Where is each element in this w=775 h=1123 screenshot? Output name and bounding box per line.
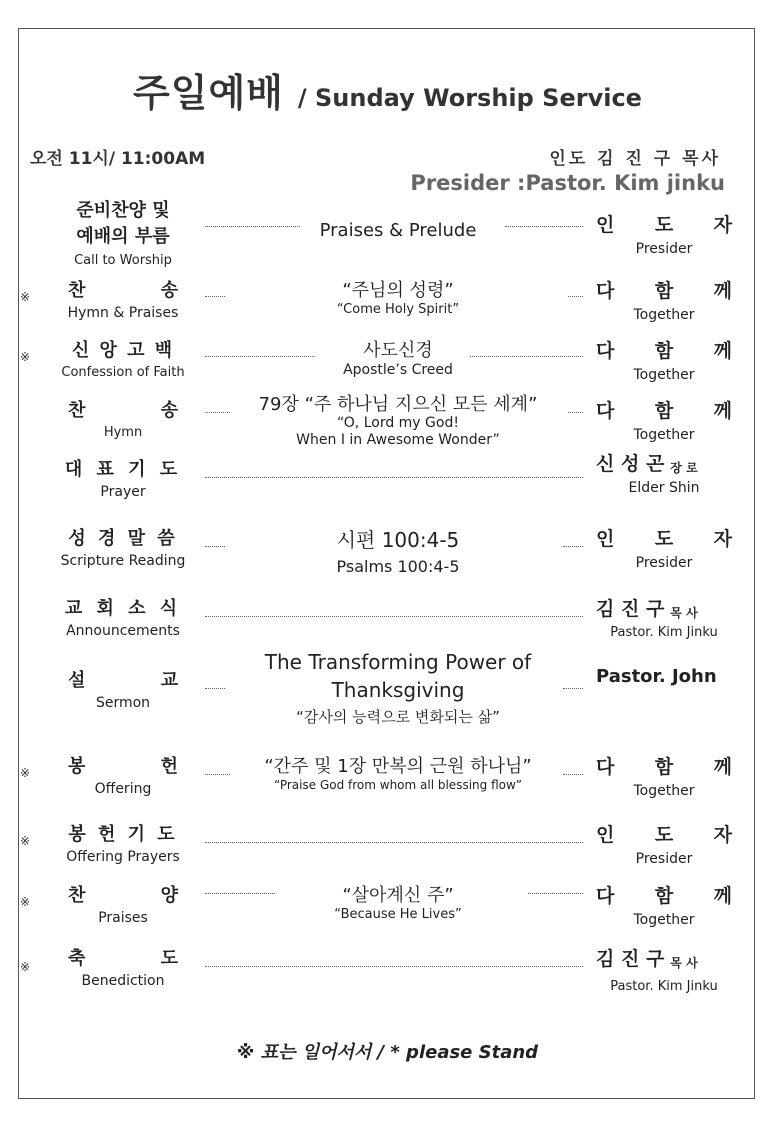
item-content xyxy=(208,524,588,576)
leader-title: 목 사 xyxy=(670,606,698,620)
content-line-2: Thanksgiving xyxy=(331,678,465,702)
content-line-1: 사도신경 xyxy=(363,340,433,361)
item-name xyxy=(48,820,198,865)
leader-english: Together xyxy=(633,912,695,928)
leader-syllable: 함 xyxy=(654,400,674,422)
dotted-leader xyxy=(205,966,583,967)
leader-english: Pastor. Kim Jinku xyxy=(610,625,718,640)
item-name-korean: 준비찬양 및 예배의 부름 xyxy=(76,200,170,247)
item-name-english: Hymn xyxy=(103,425,143,440)
stand-note: ※ 표는 일어서서 / * please Stand xyxy=(236,1042,539,1063)
item-name-syllable: 교 xyxy=(160,670,178,691)
item-name xyxy=(48,276,198,321)
dotted-leader xyxy=(563,546,583,547)
content-line-1: Praises & Prelude xyxy=(319,220,477,241)
leader-korean: Pastor. John xyxy=(596,666,717,687)
leader-korean xyxy=(592,449,736,476)
item-leader xyxy=(592,524,736,571)
item-name-english: Prayer xyxy=(100,484,146,500)
leader-korean xyxy=(592,524,736,551)
item-name-english: Scripture Reading xyxy=(60,553,186,569)
item-content xyxy=(208,276,588,317)
leader-korean xyxy=(592,752,736,779)
item-leader xyxy=(592,276,736,323)
leader-korean xyxy=(592,881,736,908)
item-name-korean xyxy=(48,276,198,302)
item-name xyxy=(48,666,198,711)
leader-english: Presider xyxy=(635,851,693,867)
item-name xyxy=(48,752,198,797)
item-name-english: Offering xyxy=(94,781,152,797)
stand-mark: ※ xyxy=(20,895,31,909)
content-line-2: Psalms 100:4-5 xyxy=(336,557,460,576)
content-line-2: “O, Lord my God! xyxy=(337,415,459,431)
service-time: 오전 11시/ 11:00AM xyxy=(30,149,206,169)
item-name-korean xyxy=(48,666,198,692)
presider-english: Presider :Pastor. Kim jinku xyxy=(410,171,725,195)
dotted-leader xyxy=(568,412,583,413)
leader-syllable: 함 xyxy=(654,280,674,302)
item-name-syllable: 축 xyxy=(68,948,86,969)
leader-syllable: 께 xyxy=(713,340,732,362)
leader-syllable: 께 xyxy=(713,756,732,778)
content-line-3: When I in Awesome Wonder” xyxy=(296,432,500,448)
item-name xyxy=(48,198,198,268)
item-name-korean: 성 경 말 씀 xyxy=(68,528,178,549)
item-leader xyxy=(592,210,736,257)
leader-title: 목 사 xyxy=(670,956,698,970)
item-leader xyxy=(592,881,736,928)
stand-mark: ※ xyxy=(20,766,31,780)
leader-syllable: 인 xyxy=(596,214,615,236)
leader-korean xyxy=(592,594,736,621)
leader-syllable: 다 xyxy=(596,340,615,362)
item-name xyxy=(48,594,198,639)
stand-mark: ※ xyxy=(20,350,31,364)
item-content xyxy=(208,336,588,378)
leader-syllable: 자 xyxy=(713,824,732,846)
stand-mark: ※ xyxy=(20,834,31,848)
dotted-leader xyxy=(563,688,583,689)
item-name xyxy=(48,396,198,440)
dotted-leader xyxy=(205,842,583,843)
leader-syllable: 께 xyxy=(713,280,732,302)
content-line-2: Apostle’s Creed xyxy=(343,362,453,378)
dotted-leader xyxy=(528,893,583,894)
item-name-syllable: 설 xyxy=(68,670,86,691)
leader-syllable: 다 xyxy=(596,885,615,907)
leader-korean xyxy=(592,210,736,237)
item-name xyxy=(48,944,198,989)
item-name-english: Hymn & Praises xyxy=(67,305,179,321)
leader-english: Together xyxy=(633,783,695,799)
item-name-syllable: 도 xyxy=(160,948,178,969)
content-line-1: 79장 “주 하나님 지으신 모든 세계” xyxy=(258,394,538,415)
title-korean: 주일예배 xyxy=(133,71,284,115)
leader-syllable: 다 xyxy=(596,400,615,422)
leader-title: 장 로 xyxy=(670,461,698,475)
item-name-korean: 신 앙 고 백 xyxy=(71,340,175,361)
item-name xyxy=(48,455,198,500)
leader-syllable: 인 xyxy=(596,824,615,846)
leader-syllable: 함 xyxy=(654,756,674,778)
item-leader xyxy=(592,396,736,443)
item-content xyxy=(208,220,588,241)
content-line-2: “Come Holy Spirit” xyxy=(336,302,460,317)
item-content xyxy=(208,648,588,727)
item-leader xyxy=(592,752,736,799)
leader-syllable: 도 xyxy=(654,528,674,550)
leader-name: 김 진 구 xyxy=(596,598,665,620)
content-line-2: “Because He Lives” xyxy=(334,907,462,922)
leader-syllable: 함 xyxy=(654,340,674,362)
item-name-syllable: 송 xyxy=(160,280,178,301)
item-name xyxy=(48,524,198,569)
item-name-korean: 대 표 기 도 xyxy=(64,459,182,480)
item-leader xyxy=(592,820,736,867)
content-line-1: “살아계신 주” xyxy=(342,885,454,906)
item-name-syllable: 헌 xyxy=(160,756,178,777)
title-english: / Sunday Worship Service xyxy=(297,84,642,112)
presider-korean: 인도 김 진 구 목사 xyxy=(549,149,721,169)
content-line-2: “Praise God from whom all blessing flow” xyxy=(274,778,522,792)
leader-name: 김 진 구 xyxy=(596,948,665,970)
item-name-english: Confession of Faith xyxy=(61,365,185,380)
leader-english: Together xyxy=(633,367,695,383)
item-leader xyxy=(592,336,736,383)
item-content xyxy=(208,881,588,922)
leader-korean xyxy=(592,276,736,303)
leader-syllable: 다 xyxy=(596,756,615,778)
leader-syllable: 자 xyxy=(713,528,732,550)
dotted-leader xyxy=(205,616,583,617)
leader-syllable: 자 xyxy=(713,214,732,236)
content-line-1: “주님의 성령” xyxy=(342,280,454,301)
item-name-syllable: 양 xyxy=(160,885,178,906)
item-name-syllable: 찬 xyxy=(68,400,86,421)
leader-korean xyxy=(592,820,736,847)
dotted-leader xyxy=(563,774,583,775)
dotted-leader xyxy=(568,296,583,297)
item-name xyxy=(48,881,198,926)
leader-syllable: 인 xyxy=(596,528,615,550)
content-line-3: “감사의 능력으로 변화되는 삶” xyxy=(296,708,500,726)
content-line-1: 시편 100:4-5 xyxy=(336,528,460,552)
leader-english: Elder Shin xyxy=(628,480,700,496)
item-name-english: Benediction xyxy=(81,973,165,989)
dotted-leader xyxy=(470,356,583,357)
item-name-korean xyxy=(48,396,198,422)
item-leader xyxy=(592,944,736,994)
leader-korean xyxy=(592,336,736,363)
content-line-1: “간주 및 1장 만복의 근원 하나님” xyxy=(264,756,532,777)
item-name-english: Announcements xyxy=(66,623,180,639)
item-leader xyxy=(592,666,736,687)
item-content xyxy=(208,752,588,792)
leader-english: Together xyxy=(633,307,695,323)
item-name-korean: 봉 헌 기 도 xyxy=(68,824,178,845)
dotted-leader xyxy=(205,477,583,478)
item-name-syllable: 봉 xyxy=(68,756,86,777)
leader-syllable: 다 xyxy=(596,280,615,302)
item-leader xyxy=(592,449,736,496)
item-name-english: Praises xyxy=(98,910,148,926)
stand-mark: ※ xyxy=(20,960,31,974)
item-name-syllable: 찬 xyxy=(68,280,86,301)
leader-name: 신 성 곤 xyxy=(596,453,665,475)
leader-english: Presider xyxy=(635,241,693,257)
item-name-syllable: 찬 xyxy=(68,885,86,906)
item-name-syllable: 송 xyxy=(160,400,178,421)
leader-syllable: 께 xyxy=(713,885,732,907)
leader-syllable: 도 xyxy=(654,824,674,846)
leader-syllable: 함 xyxy=(654,885,674,907)
leader-syllable: 도 xyxy=(654,214,674,236)
item-name-korean xyxy=(48,881,198,907)
item-name-english: Sermon xyxy=(95,695,151,711)
content-line-1: The Transforming Power of xyxy=(264,650,532,674)
page-title xyxy=(0,62,775,117)
leader-korean xyxy=(592,396,736,423)
item-name-korean xyxy=(48,944,198,970)
leader-english: Presider xyxy=(635,555,693,571)
item-name-korean: 교 회 소 식 xyxy=(64,598,182,619)
stand-mark: ※ xyxy=(20,290,31,304)
leader-korean xyxy=(592,944,736,971)
item-name-korean xyxy=(48,752,198,778)
item-content xyxy=(208,390,588,450)
item-name-english: Offering Prayers xyxy=(66,849,180,865)
leader-syllable: 께 xyxy=(713,400,732,422)
leader-english: Pastor. Kim Jinku xyxy=(610,979,718,994)
dotted-leader xyxy=(505,226,583,227)
item-leader xyxy=(592,594,736,640)
leader-english: Together xyxy=(633,427,695,443)
item-name-english: Call to Worship xyxy=(74,253,172,268)
item-name xyxy=(48,336,198,380)
